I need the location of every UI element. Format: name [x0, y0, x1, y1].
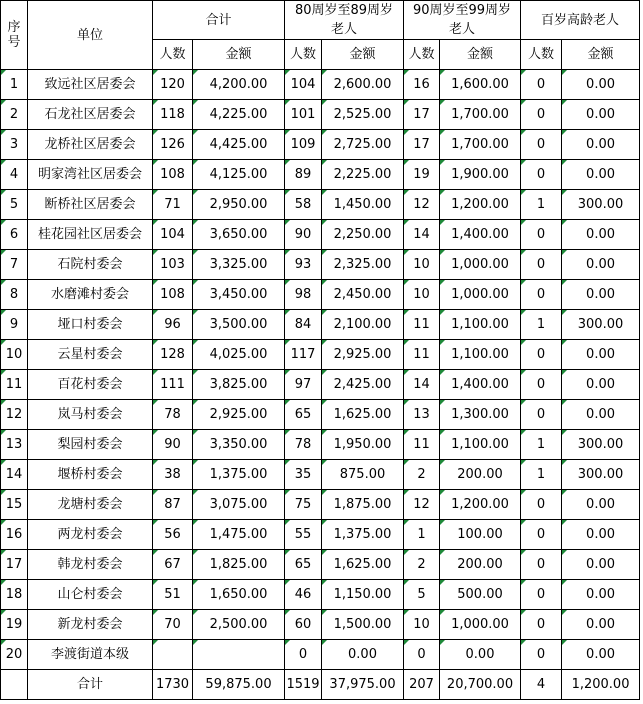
- cell-total-amount: 3,350.00: [193, 430, 285, 460]
- table-row: [1, 490, 640, 520]
- cell-80-amount: 2,250.00: [322, 220, 404, 250]
- cell-total-amount: 3,500.00: [193, 310, 285, 340]
- cell-90-count: 0: [404, 640, 440, 670]
- cell-seq: 9: [1, 310, 28, 340]
- cell-100-amount: 0.00: [562, 400, 640, 430]
- cell-total-count: 67: [153, 550, 193, 580]
- cell-80-amount: 1,625.00: [322, 400, 404, 430]
- cell-90-count: 19: [404, 160, 440, 190]
- cell-80-amount: 2,525.00: [322, 100, 404, 130]
- cell-total-amount: 4,125.00: [193, 160, 285, 190]
- cell-seq: 5: [1, 190, 28, 220]
- cell-100-count: 1: [521, 430, 562, 460]
- cell-90-count: 12: [404, 190, 440, 220]
- cell-100-amount: 0.00: [562, 160, 640, 190]
- header-row-top: [1, 1, 640, 40]
- cell-unit: 新龙村委会: [28, 610, 153, 640]
- cell-total-amount: 2,950.00: [193, 190, 285, 220]
- cell-90-count: 2: [404, 550, 440, 580]
- table-row: [1, 250, 640, 280]
- cell-unit: 龙塘村委会: [28, 490, 153, 520]
- cell-total-amount: 4,200.00: [193, 70, 285, 100]
- cell-unit: 云星村委会: [28, 340, 153, 370]
- cell-90-count: 5: [404, 580, 440, 610]
- cell-total-amount: 3,650.00: [193, 220, 285, 250]
- cell-seq: 10: [1, 340, 28, 370]
- cell-unit: 断桥社区居委会: [28, 190, 153, 220]
- header-90-count: 人数: [404, 40, 440, 70]
- cell-80-count: 117: [285, 340, 322, 370]
- cell-unit: 百花村委会: [28, 370, 153, 400]
- cell-80-amount: 875.00: [322, 460, 404, 490]
- cell-seq: 4: [1, 160, 28, 190]
- cell-total-amount: 2,925.00: [193, 400, 285, 430]
- cell-total-count: 104: [153, 220, 193, 250]
- cell-seq: 8: [1, 280, 28, 310]
- table-row: [1, 190, 640, 220]
- cell-80-amount: 1,150.00: [322, 580, 404, 610]
- cell-unit: 李渡街道本级: [28, 640, 153, 670]
- cell-total-count: 118: [153, 100, 193, 130]
- cell-90-amount: 1,100.00: [440, 430, 521, 460]
- cell-80-amount: 2,325.00: [322, 250, 404, 280]
- cell-total-amount: 4,025.00: [193, 340, 285, 370]
- cell-100-count: 0: [521, 160, 562, 190]
- cell-80-count: 98: [285, 280, 322, 310]
- cell-seq: 2: [1, 100, 28, 130]
- header-100-count: 人数: [521, 40, 562, 70]
- table-row: [1, 580, 640, 610]
- cell-90-amount: 1,100.00: [440, 310, 521, 340]
- cell-unit: 两龙村委会: [28, 520, 153, 550]
- cell-80-count: 101: [285, 100, 322, 130]
- totals-total-amount: 59,875.00: [193, 670, 285, 700]
- cell-seq: 14: [1, 460, 28, 490]
- cell-unit: 岚马村委会: [28, 400, 153, 430]
- cell-total-amount: 3,325.00: [193, 250, 285, 280]
- cell-seq: 20: [1, 640, 28, 670]
- cell-seq: 19: [1, 610, 28, 640]
- cell-total-count: 108: [153, 160, 193, 190]
- totals-100-count: 4: [521, 670, 562, 700]
- cell-90-amount: 1,700.00: [440, 100, 521, 130]
- cell-80-amount: 2,450.00: [322, 280, 404, 310]
- cell-80-amount: 2,600.00: [322, 70, 404, 100]
- cell-90-count: 10: [404, 610, 440, 640]
- cell-80-count: 89: [285, 160, 322, 190]
- cell-90-count: 11: [404, 430, 440, 460]
- cell-unit: 桂花园社区居委会: [28, 220, 153, 250]
- cell-total-count: [153, 640, 193, 670]
- totals-80-amount: 37,975.00: [322, 670, 404, 700]
- cell-80-count: 104: [285, 70, 322, 100]
- table-row: [1, 70, 640, 100]
- cell-100-amount: 0.00: [562, 370, 640, 400]
- table-row: [1, 550, 640, 580]
- cell-total-count: 51: [153, 580, 193, 610]
- cell-90-amount: 1,900.00: [440, 160, 521, 190]
- cell-80-amount: 2,100.00: [322, 310, 404, 340]
- cell-total-amount: 3,075.00: [193, 490, 285, 520]
- header-80-count: 人数: [285, 40, 322, 70]
- cell-100-count: 0: [521, 520, 562, 550]
- cell-seq: 17: [1, 550, 28, 580]
- cell-100-count: 0: [521, 130, 562, 160]
- cell-90-amount: 1,200.00: [440, 190, 521, 220]
- cell-90-count: 14: [404, 220, 440, 250]
- cell-total-count: 56: [153, 520, 193, 550]
- cell-total-count: 126: [153, 130, 193, 160]
- cell-80-amount: 1,450.00: [322, 190, 404, 220]
- cell-80-amount: 0.00: [322, 640, 404, 670]
- cell-100-count: 0: [521, 400, 562, 430]
- table-row: [1, 220, 640, 250]
- cell-unit: 明家湾社区居委会: [28, 160, 153, 190]
- cell-80-count: 109: [285, 130, 322, 160]
- cell-unit: 致远社区居委会: [28, 70, 153, 100]
- cell-total-amount: [193, 640, 285, 670]
- cell-80-amount: 1,375.00: [322, 520, 404, 550]
- cell-80-count: 35: [285, 460, 322, 490]
- cell-100-amount: 0.00: [562, 250, 640, 280]
- cell-100-amount: 300.00: [562, 430, 640, 460]
- cell-total-count: 108: [153, 280, 193, 310]
- cell-100-amount: 0.00: [562, 580, 640, 610]
- cell-90-count: 1: [404, 520, 440, 550]
- cell-90-amount: 100.00: [440, 520, 521, 550]
- cell-100-amount: 0.00: [562, 280, 640, 310]
- cell-total-count: 38: [153, 460, 193, 490]
- totals-total-count: 1730: [153, 670, 193, 700]
- cell-total-amount: 4,425.00: [193, 130, 285, 160]
- cell-seq: 15: [1, 490, 28, 520]
- cell-100-amount: 0.00: [562, 220, 640, 250]
- cell-unit: 石院村委会: [28, 250, 153, 280]
- header-80-amount: 金额: [322, 40, 404, 70]
- cell-80-amount: 1,950.00: [322, 430, 404, 460]
- cell-unit: 韩龙村委会: [28, 550, 153, 580]
- cell-total-amount: 1,650.00: [193, 580, 285, 610]
- cell-90-amount: 1,000.00: [440, 610, 521, 640]
- cell-100-count: 0: [521, 100, 562, 130]
- cell-total-amount: 1,375.00: [193, 460, 285, 490]
- cell-90-amount: 1,000.00: [440, 250, 521, 280]
- header-group-80: 80周岁至89周岁 老人: [285, 1, 404, 40]
- cell-80-amount: 2,225.00: [322, 160, 404, 190]
- cell-100-amount: 0.00: [562, 610, 640, 640]
- cell-80-amount: 2,725.00: [322, 130, 404, 160]
- cell-90-count: 2: [404, 460, 440, 490]
- cell-100-amount: 300.00: [562, 190, 640, 220]
- cell-seq: 16: [1, 520, 28, 550]
- cell-80-amount: 2,425.00: [322, 370, 404, 400]
- cell-90-amount: 200.00: [440, 460, 521, 490]
- cell-80-count: 65: [285, 400, 322, 430]
- cell-total-count: 128: [153, 340, 193, 370]
- cell-seq: 6: [1, 220, 28, 250]
- cell-total-count: 87: [153, 490, 193, 520]
- totals-seq: [1, 670, 28, 700]
- cell-80-amount: 1,500.00: [322, 610, 404, 640]
- cell-100-count: 0: [521, 580, 562, 610]
- cell-100-count: 0: [521, 340, 562, 370]
- cell-90-amount: 0.00: [440, 640, 521, 670]
- totals-100-amount: 1,200.00: [562, 670, 640, 700]
- cell-unit: 堰桥村委会: [28, 460, 153, 490]
- cell-80-count: 84: [285, 310, 322, 340]
- cell-total-count: 120: [153, 70, 193, 100]
- cell-total-count: 71: [153, 190, 193, 220]
- cell-unit: 石龙社区居委会: [28, 100, 153, 130]
- cell-90-count: 13: [404, 400, 440, 430]
- cell-unit: 梨园村委会: [28, 430, 153, 460]
- cell-90-amount: 1,300.00: [440, 400, 521, 430]
- cell-100-count: 1: [521, 460, 562, 490]
- cell-80-count: 75: [285, 490, 322, 520]
- cell-100-count: 0: [521, 640, 562, 670]
- cell-90-amount: 200.00: [440, 550, 521, 580]
- cell-100-count: 0: [521, 280, 562, 310]
- cell-90-amount: 1,700.00: [440, 130, 521, 160]
- cell-total-amount: 1,825.00: [193, 550, 285, 580]
- cell-seq: 12: [1, 400, 28, 430]
- table-row: [1, 340, 640, 370]
- cell-80-count: 78: [285, 430, 322, 460]
- cell-90-count: 10: [404, 280, 440, 310]
- cell-100-count: 0: [521, 70, 562, 100]
- cell-total-count: 90: [153, 430, 193, 460]
- cell-total-amount: 3,450.00: [193, 280, 285, 310]
- cell-100-count: 0: [521, 370, 562, 400]
- cell-total-amount: 1,475.00: [193, 520, 285, 550]
- cell-total-count: 96: [153, 310, 193, 340]
- cell-90-amount: 500.00: [440, 580, 521, 610]
- cell-seq: 7: [1, 250, 28, 280]
- cell-80-amount: 2,925.00: [322, 340, 404, 370]
- totals-label: 合计: [28, 670, 153, 700]
- cell-100-amount: 0.00: [562, 640, 640, 670]
- cell-80-count: 58: [285, 190, 322, 220]
- cell-100-amount: 0.00: [562, 550, 640, 580]
- totals-row: [1, 670, 640, 700]
- table-row: [1, 280, 640, 310]
- cell-90-count: 12: [404, 490, 440, 520]
- cell-100-amount: 0.00: [562, 100, 640, 130]
- cell-unit: 水磨滩村委会: [28, 280, 153, 310]
- cell-unit: 龙桥社区居委会: [28, 130, 153, 160]
- header-seq: 序 号: [1, 1, 28, 70]
- cell-total-count: 78: [153, 400, 193, 430]
- table-row: [1, 640, 640, 670]
- table-row: [1, 100, 640, 130]
- cell-90-count: 11: [404, 340, 440, 370]
- totals-90-amount: 20,700.00: [440, 670, 521, 700]
- header-total: 合计: [153, 1, 285, 40]
- table-row: [1, 310, 640, 340]
- cell-90-count: 14: [404, 370, 440, 400]
- cell-100-count: 1: [521, 190, 562, 220]
- header-100-amount: 金额: [562, 40, 640, 70]
- cell-100-amount: 300.00: [562, 310, 640, 340]
- cell-100-amount: 0.00: [562, 490, 640, 520]
- header-group-100: 百岁高龄老人: [521, 1, 640, 40]
- table-row: [1, 430, 640, 460]
- header-unit: 单位: [28, 1, 153, 70]
- table-row: [1, 610, 640, 640]
- cell-seq: 18: [1, 580, 28, 610]
- cell-seq: 1: [1, 70, 28, 100]
- cell-80-count: 60: [285, 610, 322, 640]
- cell-80-count: 93: [285, 250, 322, 280]
- cell-total-count: 70: [153, 610, 193, 640]
- cell-80-count: 90: [285, 220, 322, 250]
- table-row: [1, 160, 640, 190]
- cell-90-count: 16: [404, 70, 440, 100]
- cell-100-amount: 0.00: [562, 340, 640, 370]
- totals-90-count: 207: [404, 670, 440, 700]
- table-row: [1, 130, 640, 160]
- cell-80-count: 46: [285, 580, 322, 610]
- cell-90-amount: 1,600.00: [440, 70, 521, 100]
- cell-total-count: 103: [153, 250, 193, 280]
- cell-90-count: 17: [404, 100, 440, 130]
- cell-100-count: 0: [521, 490, 562, 520]
- cell-100-amount: 0.00: [562, 520, 640, 550]
- cell-80-count: 65: [285, 550, 322, 580]
- cell-100-amount: 300.00: [562, 460, 640, 490]
- cell-total-amount: 4,225.00: [193, 100, 285, 130]
- table-row: [1, 400, 640, 430]
- cell-total-amount: 2,500.00: [193, 610, 285, 640]
- cell-100-amount: 0.00: [562, 130, 640, 160]
- cell-90-amount: 1,400.00: [440, 220, 521, 250]
- cell-90-amount: 1,100.00: [440, 340, 521, 370]
- cell-100-count: 0: [521, 550, 562, 580]
- cell-seq: 13: [1, 430, 28, 460]
- table-row: [1, 370, 640, 400]
- cell-80-amount: 1,875.00: [322, 490, 404, 520]
- cell-80-amount: 1,625.00: [322, 550, 404, 580]
- cell-seq: 11: [1, 370, 28, 400]
- cell-80-count: 97: [285, 370, 322, 400]
- header-total-count: 人数: [153, 40, 193, 70]
- cell-total-amount: 3,825.00: [193, 370, 285, 400]
- header-90-amount: 金额: [440, 40, 521, 70]
- table-row: [1, 460, 640, 490]
- cell-total-count: 111: [153, 370, 193, 400]
- cell-80-count: 55: [285, 520, 322, 550]
- cell-seq: 3: [1, 130, 28, 160]
- cell-90-count: 10: [404, 250, 440, 280]
- header-group-90: 90周岁至99周岁 老人: [404, 1, 521, 40]
- cell-100-amount: 0.00: [562, 70, 640, 100]
- cell-90-amount: 1,400.00: [440, 370, 521, 400]
- cell-90-count: 17: [404, 130, 440, 160]
- totals-80-count: 1519: [285, 670, 322, 700]
- cell-90-amount: 1,000.00: [440, 280, 521, 310]
- cell-unit: 山仑村委会: [28, 580, 153, 610]
- cell-90-count: 11: [404, 310, 440, 340]
- header-total-amount: 金额: [193, 40, 285, 70]
- cell-90-amount: 1,200.00: [440, 490, 521, 520]
- cell-80-count: 0: [285, 640, 322, 670]
- cell-100-count: 1: [521, 310, 562, 340]
- cell-100-count: 0: [521, 250, 562, 280]
- cell-unit: 垭口村委会: [28, 310, 153, 340]
- cell-100-count: 0: [521, 610, 562, 640]
- table-row: [1, 520, 640, 550]
- cell-100-count: 0: [521, 220, 562, 250]
